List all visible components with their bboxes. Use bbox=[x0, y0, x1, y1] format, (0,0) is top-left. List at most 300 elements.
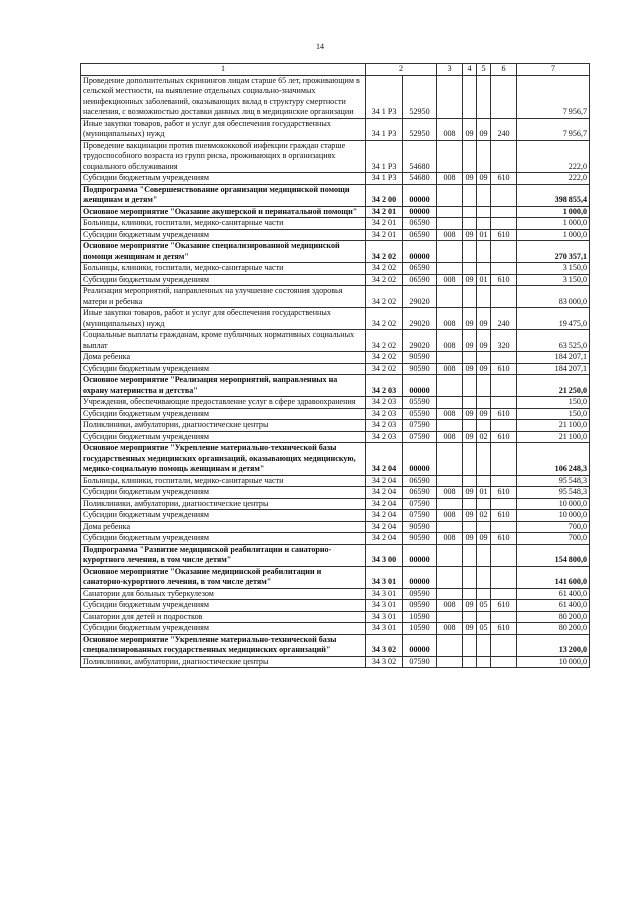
row-name: Проведение вакцинации против пневмококковой инфекции граждан старше трудоспособного возраста из групп риска, проживающих в организациях социального обслуживания bbox=[81, 140, 366, 173]
row-grbs-code: 008 bbox=[437, 623, 463, 635]
row-section-code: 09 bbox=[463, 431, 477, 443]
row-section-code: 09 bbox=[463, 229, 477, 241]
row-subsection-code: 05 bbox=[477, 600, 491, 612]
row-name: Реализация мероприятий, направленных на улучшение состояния здоровья матери и ребенка bbox=[81, 286, 366, 308]
row-direction-code: 29020 bbox=[403, 286, 437, 308]
row-direction-code: 06590 bbox=[403, 218, 437, 230]
row-direction-code: 06590 bbox=[403, 274, 437, 286]
row-section-code: 09 bbox=[463, 408, 477, 420]
row-direction-code: 07590 bbox=[403, 420, 437, 432]
row-direction-code: 90590 bbox=[403, 352, 437, 364]
header-cell: 2 bbox=[366, 64, 437, 76]
row-section-code bbox=[463, 352, 477, 364]
table-row bbox=[81, 363, 590, 375]
row-subsection-code: 02 bbox=[477, 431, 491, 443]
row-subsection-code: 09 bbox=[477, 408, 491, 420]
row-section-code bbox=[463, 375, 477, 397]
row-subsection-code bbox=[477, 140, 491, 173]
table-row bbox=[81, 140, 590, 173]
row-section-code bbox=[463, 611, 477, 623]
row-program-code: 34 2 04 bbox=[366, 443, 403, 476]
row-amount: 222,0 bbox=[517, 173, 590, 185]
row-program-code: 34 2 04 bbox=[366, 475, 403, 487]
row-direction-code: 07590 bbox=[403, 431, 437, 443]
row-section-code: 09 bbox=[463, 487, 477, 499]
row-direction-code: 90590 bbox=[403, 533, 437, 545]
row-grbs-code bbox=[437, 443, 463, 476]
row-direction-code: 09590 bbox=[403, 600, 437, 612]
row-direction-code: 29020 bbox=[403, 308, 437, 330]
row-expense-type-code bbox=[491, 352, 517, 364]
row-expense-type-code bbox=[491, 218, 517, 230]
row-program-code: 34 2 02 bbox=[366, 263, 403, 275]
row-amount: 700,0 bbox=[517, 533, 590, 545]
header-cell: 3 bbox=[437, 64, 463, 76]
row-program-code: 34 3 01 bbox=[366, 611, 403, 623]
row-program-code: 34 2 02 bbox=[366, 286, 403, 308]
row-program-code: 34 2 02 bbox=[366, 352, 403, 364]
row-section-code bbox=[463, 544, 477, 566]
table-row bbox=[81, 118, 590, 140]
row-amount: 141 600,0 bbox=[517, 566, 590, 588]
row-expense-type-code: 610 bbox=[491, 274, 517, 286]
row-amount: 1 000,0 bbox=[517, 206, 590, 218]
row-grbs-code bbox=[437, 475, 463, 487]
row-direction-code: 90590 bbox=[403, 521, 437, 533]
row-name: Проведение дополнительных скринингов лицам старше 65 лет, проживающим в сельской местности, на выявление отдельных социально-значимых неинфекционных заболеваний, оказывающих вклад в структуру смертности населения, с возможностью доставки данных лиц в медицинские организации bbox=[81, 75, 366, 118]
row-name: Субсидии бюджетным учреждениям bbox=[81, 363, 366, 375]
table-row bbox=[81, 600, 590, 612]
row-grbs-code: 008 bbox=[437, 431, 463, 443]
row-section-code bbox=[463, 206, 477, 218]
row-grbs-code bbox=[437, 656, 463, 668]
row-program-code: 34 3 01 bbox=[366, 588, 403, 600]
row-subsection-code bbox=[477, 588, 491, 600]
row-grbs-code: 008 bbox=[437, 533, 463, 545]
row-name: Санатории для больных туберкулезом bbox=[81, 588, 366, 600]
table-row bbox=[81, 218, 590, 230]
row-direction-code: 54680 bbox=[403, 173, 437, 185]
row-grbs-code bbox=[437, 352, 463, 364]
row-expense-type-code bbox=[491, 634, 517, 656]
row-expense-type-code: 610 bbox=[491, 600, 517, 612]
row-amount: 13 200,0 bbox=[517, 634, 590, 656]
row-expense-type-code: 610 bbox=[491, 487, 517, 499]
row-program-code: 34 3 02 bbox=[366, 634, 403, 656]
row-subsection-code bbox=[477, 521, 491, 533]
row-subsection-code bbox=[477, 375, 491, 397]
row-subsection-code: 05 bbox=[477, 623, 491, 635]
row-subsection-code: 09 bbox=[477, 330, 491, 352]
row-name: Субсидии бюджетным учреждениям bbox=[81, 173, 366, 185]
row-program-code: 34 2 03 bbox=[366, 420, 403, 432]
row-name: Субсидии бюджетным учреждениям bbox=[81, 274, 366, 286]
row-expense-type-code bbox=[491, 475, 517, 487]
row-subsection-code: 09 bbox=[477, 363, 491, 375]
row-subsection-code bbox=[477, 420, 491, 432]
row-program-code: 34 2 02 bbox=[366, 363, 403, 375]
row-program-code: 34 1 P3 bbox=[366, 140, 403, 173]
row-grbs-code: 008 bbox=[437, 308, 463, 330]
row-grbs-code: 008 bbox=[437, 229, 463, 241]
row-grbs-code bbox=[437, 611, 463, 623]
header-cell: 7 bbox=[517, 64, 590, 76]
row-name: Социальные выплаты гражданам, кроме публичных нормативных социальных выплат bbox=[81, 330, 366, 352]
row-grbs-code: 008 bbox=[437, 274, 463, 286]
page-number: 14 bbox=[316, 42, 324, 51]
row-expense-type-code bbox=[491, 656, 517, 668]
row-grbs-code: 008 bbox=[437, 510, 463, 522]
row-grbs-code bbox=[437, 140, 463, 173]
row-subsection-code bbox=[477, 352, 491, 364]
row-name: Дома ребенка bbox=[81, 521, 366, 533]
row-subsection-code bbox=[477, 75, 491, 118]
row-program-code: 34 2 03 bbox=[366, 431, 403, 443]
row-expense-type-code: 610 bbox=[491, 431, 517, 443]
table-row bbox=[81, 173, 590, 185]
row-expense-type-code bbox=[491, 420, 517, 432]
row-grbs-code bbox=[437, 241, 463, 263]
row-name: Подпрограмма "Совершенствование организации медицинской помощи женщинам и детям" bbox=[81, 184, 366, 206]
row-section-code: 09 bbox=[463, 363, 477, 375]
table-row bbox=[81, 352, 590, 364]
row-expense-type-code bbox=[491, 588, 517, 600]
row-direction-code: 29020 bbox=[403, 330, 437, 352]
row-direction-code: 05590 bbox=[403, 408, 437, 420]
table-row bbox=[81, 184, 590, 206]
row-name: Основное мероприятие "Оказание специализированной медицинской помощи женщинам и детям" bbox=[81, 241, 366, 263]
row-name: Больницы, клиники, госпитали, медико-санитарные части bbox=[81, 475, 366, 487]
row-name: Поликлиники, амбулатории, диагностические центры bbox=[81, 498, 366, 510]
row-subsection-code: 02 bbox=[477, 510, 491, 522]
row-section-code bbox=[463, 184, 477, 206]
row-expense-type-code bbox=[491, 241, 517, 263]
row-section-code bbox=[463, 263, 477, 275]
row-amount: 80 200,0 bbox=[517, 611, 590, 623]
row-expense-type-code bbox=[491, 611, 517, 623]
row-amount: 61 400,0 bbox=[517, 588, 590, 600]
row-grbs-code: 008 bbox=[437, 118, 463, 140]
table-row bbox=[81, 263, 590, 275]
table-row bbox=[81, 420, 590, 432]
row-grbs-code: 008 bbox=[437, 173, 463, 185]
row-subsection-code bbox=[477, 397, 491, 409]
row-expense-type-code bbox=[491, 375, 517, 397]
row-expense-type-code: 610 bbox=[491, 229, 517, 241]
table-row bbox=[81, 330, 590, 352]
table-row bbox=[81, 533, 590, 545]
row-name: Основное мероприятие "Укрепление материально-технической базы государственных медицинских организаций, оказывающих медицинскую, медико-социальную помощь женщинам и детям" bbox=[81, 443, 366, 476]
row-amount: 10 000,0 bbox=[517, 656, 590, 668]
row-grbs-code: 008 bbox=[437, 600, 463, 612]
row-name: Подпрограмма "Развитие медицинской реабилитации и санаторно-курортного лечения, в том числе детям" bbox=[81, 544, 366, 566]
row-grbs-code: 008 bbox=[437, 487, 463, 499]
table-row bbox=[81, 241, 590, 263]
row-program-code: 34 2 03 bbox=[366, 408, 403, 420]
row-expense-type-code: 610 bbox=[491, 363, 517, 375]
table-row bbox=[81, 443, 590, 476]
row-direction-code: 52950 bbox=[403, 75, 437, 118]
row-grbs-code bbox=[437, 544, 463, 566]
row-expense-type-code: 610 bbox=[491, 510, 517, 522]
table-row bbox=[81, 544, 590, 566]
row-subsection-code: 09 bbox=[477, 173, 491, 185]
row-direction-code: 07590 bbox=[403, 498, 437, 510]
row-expense-type-code: 240 bbox=[491, 118, 517, 140]
row-grbs-code bbox=[437, 75, 463, 118]
table-row bbox=[81, 521, 590, 533]
row-section-code bbox=[463, 475, 477, 487]
row-program-code: 34 2 02 bbox=[366, 308, 403, 330]
row-name: Больницы, клиники, госпитали, медико-санитарные части bbox=[81, 263, 366, 275]
row-program-code: 34 1 P3 bbox=[366, 173, 403, 185]
row-amount: 10 000,0 bbox=[517, 510, 590, 522]
row-program-code: 34 2 04 bbox=[366, 498, 403, 510]
table-header bbox=[81, 64, 590, 76]
row-section-code bbox=[463, 75, 477, 118]
row-subsection-code bbox=[477, 443, 491, 476]
table-row bbox=[81, 588, 590, 600]
row-grbs-code bbox=[437, 286, 463, 308]
row-name: Субсидии бюджетным учреждениям bbox=[81, 600, 366, 612]
row-direction-code: 07590 bbox=[403, 510, 437, 522]
row-name: Поликлиники, амбулатории, диагностические центры bbox=[81, 420, 366, 432]
row-amount: 398 855,4 bbox=[517, 184, 590, 206]
row-subsection-code bbox=[477, 634, 491, 656]
row-grbs-code bbox=[437, 263, 463, 275]
row-name: Основное мероприятие "Оказание медицинской реабилитации и санаторно-курортного лечения, в том числе детям" bbox=[81, 566, 366, 588]
row-program-code: 34 3 00 bbox=[366, 544, 403, 566]
row-direction-code: 00000 bbox=[403, 566, 437, 588]
row-amount: 184 207,1 bbox=[517, 363, 590, 375]
row-direction-code: 09590 bbox=[403, 588, 437, 600]
row-subsection-code: 09 bbox=[477, 308, 491, 330]
row-direction-code: 06590 bbox=[403, 487, 437, 499]
row-expense-type-code bbox=[491, 498, 517, 510]
row-subsection-code: 09 bbox=[477, 118, 491, 140]
table-row bbox=[81, 475, 590, 487]
row-expense-type-code bbox=[491, 544, 517, 566]
row-section-code bbox=[463, 286, 477, 308]
row-amount: 1 000,0 bbox=[517, 229, 590, 241]
row-amount: 3 150,0 bbox=[517, 274, 590, 286]
row-expense-type-code: 610 bbox=[491, 408, 517, 420]
row-subsection-code: 01 bbox=[477, 487, 491, 499]
row-name: Субсидии бюджетным учреждениям bbox=[81, 510, 366, 522]
row-direction-code: 00000 bbox=[403, 206, 437, 218]
row-program-code: 34 3 02 bbox=[366, 656, 403, 668]
header-cell: 1 bbox=[81, 64, 366, 76]
row-expense-type-code bbox=[491, 140, 517, 173]
row-program-code: 34 2 00 bbox=[366, 184, 403, 206]
table-body bbox=[81, 75, 590, 668]
row-program-code: 34 2 04 bbox=[366, 510, 403, 522]
row-grbs-code bbox=[437, 420, 463, 432]
row-program-code: 34 2 04 bbox=[366, 487, 403, 499]
row-direction-code: 07590 bbox=[403, 656, 437, 668]
row-subsection-code bbox=[477, 206, 491, 218]
row-amount: 106 248,3 bbox=[517, 443, 590, 476]
row-program-code: 34 1 P3 bbox=[366, 75, 403, 118]
row-program-code: 34 2 01 bbox=[366, 206, 403, 218]
row-direction-code: 00000 bbox=[403, 241, 437, 263]
row-amount: 1 000,0 bbox=[517, 218, 590, 230]
table-row bbox=[81, 397, 590, 409]
row-section-code: 09 bbox=[463, 600, 477, 612]
row-amount: 95 548,3 bbox=[517, 487, 590, 499]
row-name: Основное мероприятие "Реализация мероприятий, направленных на охрану материнства и детства" bbox=[81, 375, 366, 397]
row-grbs-code bbox=[437, 397, 463, 409]
row-direction-code: 00000 bbox=[403, 544, 437, 566]
row-direction-code: 06590 bbox=[403, 475, 437, 487]
row-direction-code: 05590 bbox=[403, 397, 437, 409]
row-direction-code: 10590 bbox=[403, 623, 437, 635]
row-direction-code: 00000 bbox=[403, 443, 437, 476]
row-section-code bbox=[463, 397, 477, 409]
row-amount: 150,0 bbox=[517, 408, 590, 420]
row-grbs-code bbox=[437, 206, 463, 218]
row-name: Субсидии бюджетным учреждениям bbox=[81, 229, 366, 241]
row-amount: 61 400,0 bbox=[517, 600, 590, 612]
row-section-code bbox=[463, 140, 477, 173]
row-grbs-code bbox=[437, 634, 463, 656]
row-program-code: 34 2 04 bbox=[366, 521, 403, 533]
table-row bbox=[81, 206, 590, 218]
row-expense-type-code bbox=[491, 184, 517, 206]
row-subsection-code bbox=[477, 544, 491, 566]
header-cell: 5 bbox=[477, 64, 491, 76]
row-subsection-code: 01 bbox=[477, 229, 491, 241]
table-row bbox=[81, 487, 590, 499]
row-amount: 83 000,0 bbox=[517, 286, 590, 308]
row-name: Иные закупки товаров, работ и услуг для обеспечения государственных (муниципальных) нужд bbox=[81, 118, 366, 140]
row-subsection-code bbox=[477, 611, 491, 623]
header-cell: 6 bbox=[491, 64, 517, 76]
row-direction-code: 00000 bbox=[403, 184, 437, 206]
table-row bbox=[81, 634, 590, 656]
row-section-code bbox=[463, 566, 477, 588]
table-row bbox=[81, 75, 590, 118]
row-program-code: 34 2 04 bbox=[366, 533, 403, 545]
row-name: Субсидии бюджетным учреждениям bbox=[81, 408, 366, 420]
row-direction-code: 00000 bbox=[403, 375, 437, 397]
row-section-code: 09 bbox=[463, 308, 477, 330]
table-row bbox=[81, 566, 590, 588]
row-amount: 19 475,0 bbox=[517, 308, 590, 330]
row-program-code: 34 3 01 bbox=[366, 566, 403, 588]
row-expense-type-code bbox=[491, 521, 517, 533]
row-program-code: 34 2 02 bbox=[366, 241, 403, 263]
row-name: Субсидии бюджетным учреждениям bbox=[81, 487, 366, 499]
row-program-code: 34 2 01 bbox=[366, 218, 403, 230]
row-program-code: 34 2 03 bbox=[366, 397, 403, 409]
row-name: Дома ребенка bbox=[81, 352, 366, 364]
row-name: Субсидии бюджетным учреждениям bbox=[81, 431, 366, 443]
row-expense-type-code bbox=[491, 443, 517, 476]
row-grbs-code bbox=[437, 498, 463, 510]
table-row bbox=[81, 510, 590, 522]
row-section-code: 09 bbox=[463, 330, 477, 352]
row-grbs-code: 008 bbox=[437, 363, 463, 375]
row-subsection-code: 01 bbox=[477, 274, 491, 286]
row-section-code bbox=[463, 634, 477, 656]
row-amount: 7 956,7 bbox=[517, 118, 590, 140]
row-section-code: 09 bbox=[463, 510, 477, 522]
row-section-code bbox=[463, 241, 477, 263]
row-amount: 700,0 bbox=[517, 521, 590, 533]
row-expense-type-code bbox=[491, 286, 517, 308]
row-grbs-code bbox=[437, 375, 463, 397]
row-section-code bbox=[463, 656, 477, 668]
row-program-code: 34 2 02 bbox=[366, 330, 403, 352]
table-row bbox=[81, 431, 590, 443]
row-amount: 150,0 bbox=[517, 397, 590, 409]
row-subsection-code bbox=[477, 241, 491, 263]
row-program-code: 34 2 03 bbox=[366, 375, 403, 397]
table-row bbox=[81, 229, 590, 241]
row-grbs-code bbox=[437, 588, 463, 600]
row-amount: 270 357,1 bbox=[517, 241, 590, 263]
row-amount: 63 525,0 bbox=[517, 330, 590, 352]
row-subsection-code bbox=[477, 656, 491, 668]
row-name: Поликлиники, амбулатории, диагностические центры bbox=[81, 656, 366, 668]
table-row bbox=[81, 308, 590, 330]
table-row bbox=[81, 274, 590, 286]
row-grbs-code: 008 bbox=[437, 408, 463, 420]
row-expense-type-code bbox=[491, 566, 517, 588]
row-expense-type-code bbox=[491, 206, 517, 218]
row-name: Основное мероприятие "Оказание акушерской и перинатальной помощи" bbox=[81, 206, 366, 218]
row-name: Иные закупки товаров, работ и услуг для обеспечения государственных (муниципальных) нужд bbox=[81, 308, 366, 330]
row-subsection-code bbox=[477, 184, 491, 206]
row-subsection-code bbox=[477, 566, 491, 588]
row-amount: 184 207,1 bbox=[517, 352, 590, 364]
row-section-code: 09 bbox=[463, 623, 477, 635]
row-section-code bbox=[463, 521, 477, 533]
header-cell: 4 bbox=[463, 64, 477, 76]
table-row bbox=[81, 656, 590, 668]
row-program-code: 34 2 01 bbox=[366, 229, 403, 241]
row-name: Учреждения, обеспечивающие предоставление услуг в сфере здравоохранения bbox=[81, 397, 366, 409]
row-expense-type-code: 240 bbox=[491, 308, 517, 330]
row-name: Основное мероприятие "Укрепление материально-технической базы специализированных государственных медицинских организаций" bbox=[81, 634, 366, 656]
row-grbs-code bbox=[437, 218, 463, 230]
row-expense-type-code: 610 bbox=[491, 623, 517, 635]
row-section-code: 09 bbox=[463, 173, 477, 185]
row-expense-type-code bbox=[491, 75, 517, 118]
row-amount: 222,0 bbox=[517, 140, 590, 173]
row-section-code bbox=[463, 420, 477, 432]
table-row bbox=[81, 623, 590, 635]
row-section-code bbox=[463, 498, 477, 510]
table-row bbox=[81, 611, 590, 623]
row-direction-code: 06590 bbox=[403, 263, 437, 275]
row-subsection-code: 09 bbox=[477, 533, 491, 545]
row-amount: 21 100,0 bbox=[517, 431, 590, 443]
row-amount: 154 800,0 bbox=[517, 544, 590, 566]
table-row bbox=[81, 286, 590, 308]
row-expense-type-code: 320 bbox=[491, 330, 517, 352]
row-grbs-code bbox=[437, 566, 463, 588]
row-section-code bbox=[463, 443, 477, 476]
table-row bbox=[81, 498, 590, 510]
row-amount: 7 956,7 bbox=[517, 75, 590, 118]
row-section-code: 09 bbox=[463, 533, 477, 545]
table-row bbox=[81, 375, 590, 397]
row-direction-code: 00000 bbox=[403, 634, 437, 656]
row-expense-type-code bbox=[491, 397, 517, 409]
row-section-code bbox=[463, 588, 477, 600]
